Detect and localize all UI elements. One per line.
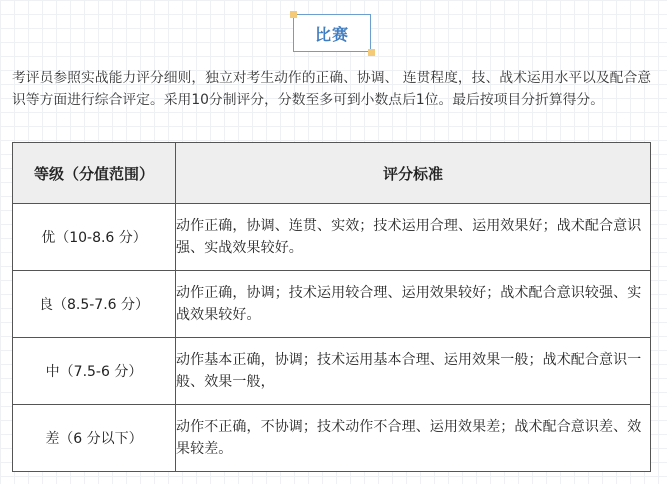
scoring-table — [12, 142, 651, 472]
intro-paragraph: 考评员参照实战能力评分细则，独立对考生动作的正确、协调、 连贯程度，技、战术运用水平以及配合意识等方面进行综合评定。采用10分制评分，分数至多可到小数点后1位。最后按项目分折算得分。 — [12, 70, 652, 108]
grade-cell: 差（6 分以下） — [13, 405, 176, 472]
header-grade: 等级（分值范围） — [13, 143, 176, 204]
title-block[interactable] — [293, 14, 371, 52]
grade-cell: 良（8.5-7.6 分） — [13, 271, 176, 338]
table-row — [13, 405, 651, 472]
grade-cell: 中（7.5-6 分） — [13, 338, 176, 405]
criteria-cell: 动作正确，协调、连贯、实效；技术运用合理、运用效果好；战术配合意识强、实战效果较好。 — [176, 204, 651, 271]
table-row — [13, 204, 651, 271]
criteria-cell: 动作正确，协调；技术运用较合理、运用效果较好；战术配合意识较强、实战效果较好。 — [176, 271, 651, 338]
table-row — [13, 338, 651, 405]
section-title[interactable]: 比赛 — [293, 14, 371, 52]
criteria-cell: 动作基本正确，协调；技术运用基本合理、运用效果一般；战术配合意识一般、效果一般， — [176, 338, 651, 405]
table-row — [13, 271, 651, 338]
header-criteria: 评分标准 — [176, 143, 651, 204]
criteria-cell: 动作不正确，不协调；技术动作不合理、运用效果差；战术配合意识差、效果较差。 — [176, 405, 651, 472]
resize-handle-top-left[interactable] — [290, 11, 297, 18]
resize-handle-bottom-right[interactable] — [368, 49, 375, 56]
table-header-row — [13, 143, 651, 204]
grade-cell: 优（10-8.6 分） — [13, 204, 176, 271]
